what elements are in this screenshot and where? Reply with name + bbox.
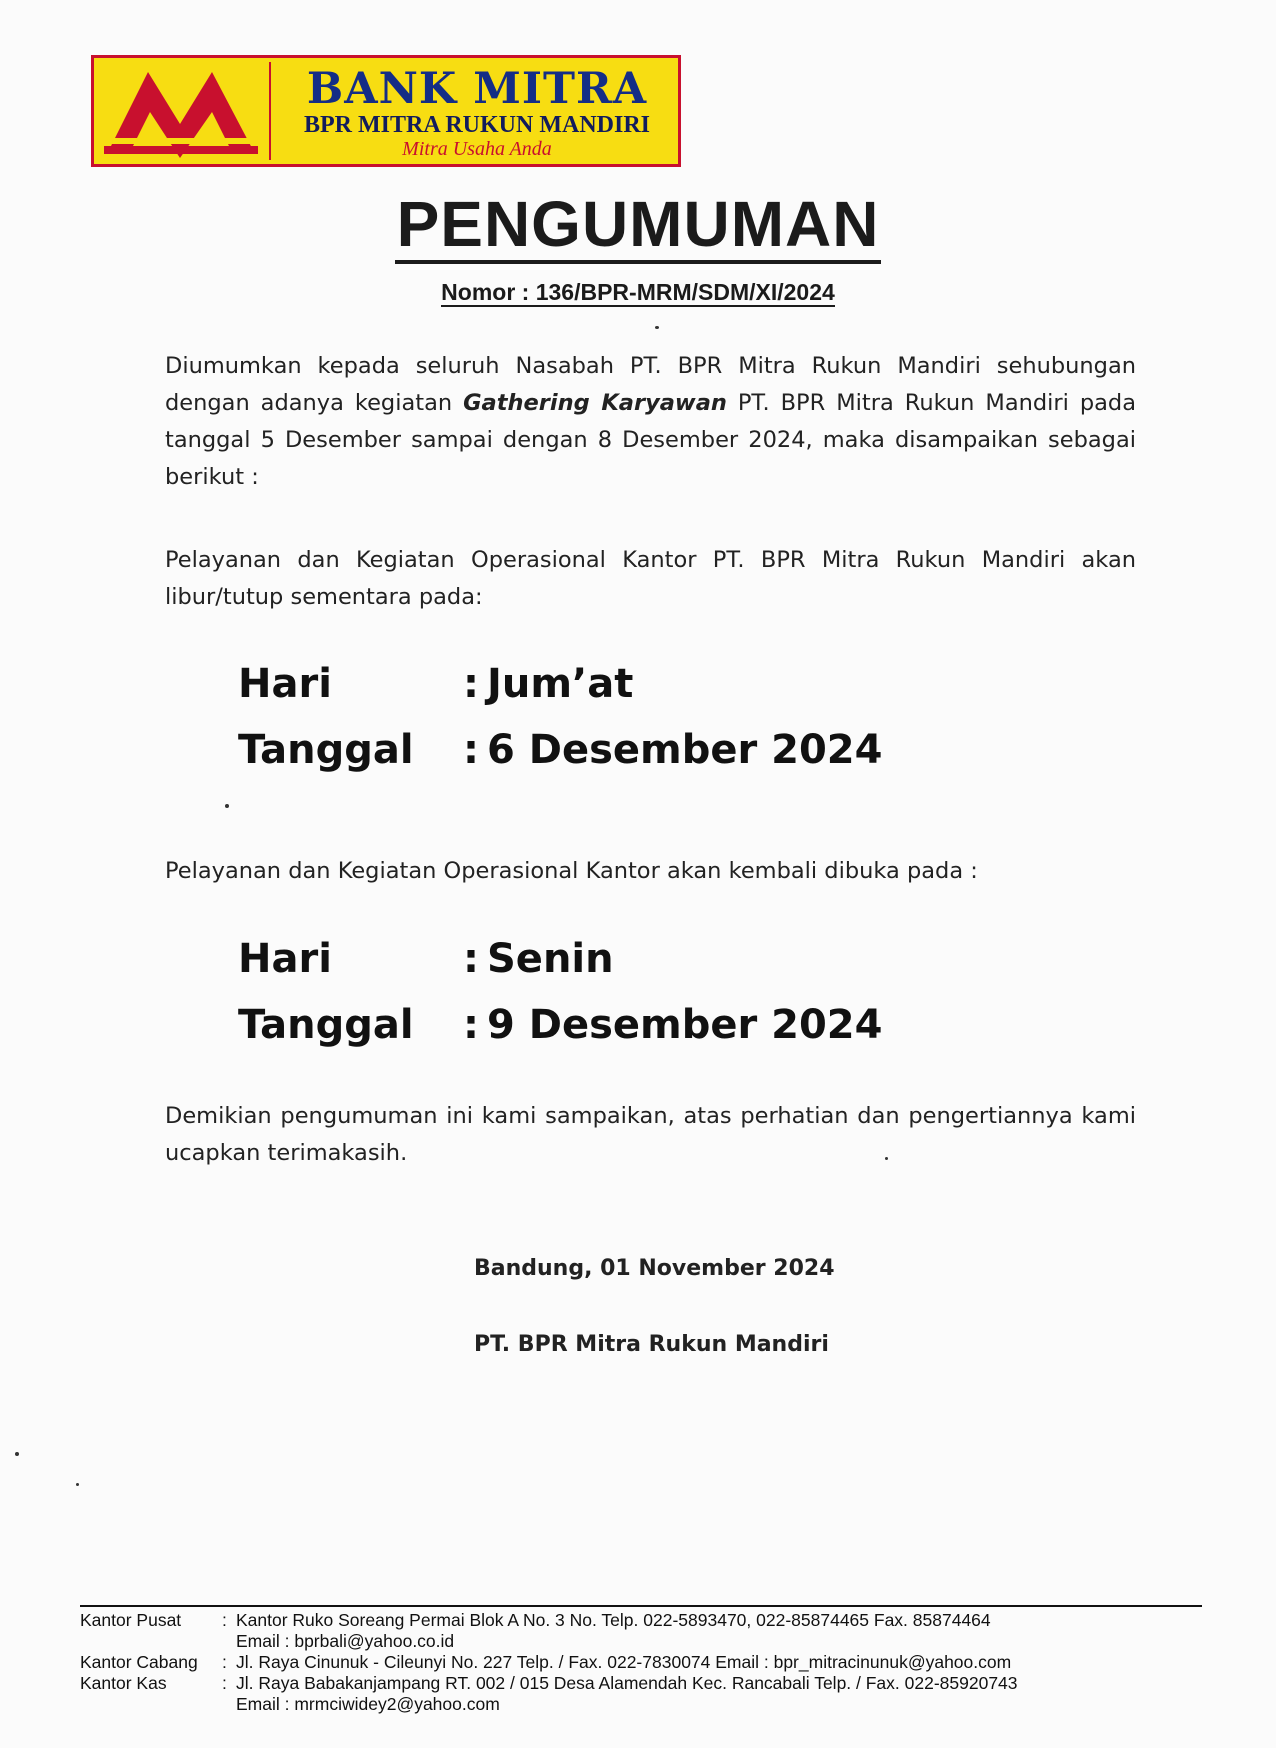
reopen-date-value: 9 Desember 2024 bbox=[487, 1002, 883, 1048]
intro-paragraph: Diumumkan kepada seluruh Nasabah PT. BPR Mitra Rukun Mandiri sehubungan dengan adanya kegiatan Gathering Karyawan PT. BPR Mitra Rukun Mandiri pada tanggal 5 Desember sampai dengan 8 Desember 2024, maka disampaikan sebagai berikut : bbox=[165, 353, 1136, 490]
event-name: Gathering Karyawan bbox=[463, 390, 727, 416]
branch-office-address: Jl. Raya Cinunuk - Cileunyi No. 227 Telp. / Fax. 022-7830074 Email : bpr_mitracinunuk@yahoo.com bbox=[236, 1652, 1012, 1672]
head-office-address: Kantor Ruko Soreang Permai Blok A No. 3 No. Telp. 022-5893470, 022-85874465 Fax. 85874464 bbox=[236, 1610, 991, 1630]
footer-divider bbox=[80, 1605, 1202, 1607]
reopen-day-value: Senin bbox=[487, 936, 614, 982]
cash-office-email: Email : mrmciwidey2@yahoo.com bbox=[236, 1694, 500, 1714]
scan-speck bbox=[76, 1483, 79, 1486]
scan-speck bbox=[15, 1452, 19, 1456]
bank-mitra-logo-mark-icon bbox=[100, 66, 262, 158]
reopen-day-row: Hari : Senin bbox=[238, 933, 938, 999]
closed-date-row: Tanggal : 6 Desember 2024 bbox=[238, 724, 938, 790]
closed-day-value: Jum’at bbox=[487, 661, 634, 707]
footer-addresses bbox=[80, 1610, 1220, 1715]
document-number: Nomor : 136/BPR-MRM/SDM/XI/2024 bbox=[441, 279, 835, 305]
logo-divider bbox=[269, 62, 271, 160]
reopen-schedule bbox=[238, 933, 938, 1065]
closed-day-label: Hari bbox=[238, 661, 332, 707]
reopen-date-row: Tanggal : 9 Desember 2024 bbox=[238, 999, 938, 1065]
branch-office-label: Kantor Cabang bbox=[80, 1652, 198, 1672]
footer-head-office: Kantor Pusat : Kantor Ruko Soreang Permai Blok A No. 3 No. Telp. 022-5893470, 022-85874465 Fax. 85874464 Email : bprbali@yahoo.co.id bbox=[80, 1610, 1220, 1652]
closed-schedule bbox=[238, 658, 938, 790]
reopen-day-label: Hari bbox=[238, 936, 332, 982]
logo-tagline: Mitra Usaha Anda bbox=[402, 138, 552, 160]
bank-logo bbox=[91, 55, 681, 167]
logo-company-name: BPR MITRA RUKUN MANDIRI bbox=[304, 112, 650, 138]
footer-branch-office: Kantor Cabang : Jl. Raya Cinunuk - Cileunyi No. 227 Telp. / Fax. 022-7830074 Email : bpr_mitracinunuk@yahoo.com bbox=[80, 1652, 1220, 1673]
scan-speck bbox=[225, 804, 229, 808]
closed-date-value: 6 Desember 2024 bbox=[487, 727, 883, 773]
page-title: PENGUMUMAN bbox=[0, 188, 1276, 260]
logo-bank-name: BANK MITRA bbox=[306, 64, 648, 114]
closed-day-row: Hari : Jum’at bbox=[238, 658, 938, 724]
closed-date-label: Tanggal bbox=[238, 727, 414, 773]
head-office-email: Email : bprbali@yahoo.co.id bbox=[236, 1631, 455, 1651]
reopen-paragraph: Pelayanan dan Kegiatan Operasional Kantor akan kembali dibuka pada : bbox=[165, 858, 978, 884]
scan-speck bbox=[885, 1157, 888, 1160]
announcement-page: BANK MITRA BPR MITRA RUKUN MANDIRI Mitra Usaha Anda PENGUMUMAN Nomor : 136/BPR-MRM/SDM/XI/2024 Diumumkan kepada seluruh Nasabah PT. BPR Mitra Rukun Mandiri sehubungan dengan adanya kegiatan Gathering Karyawan PT. BPR Mitra Rukun Mandiri pada tanggal 5 Desember sampai dengan 8 Desember 2024, maka disampaikan sebagai berikut : Pelayanan dan Kegiatan Operasional Kantor PT. BPR Mitra Rukun Mandiri akan libur/tutup sementara pada: Hari : Jum’at Tanggal : 6 Desember 2024 Pelayanan dan Kegiatan Operasional Kantor akan kembali dibuka pada : Hari : Senin Tanggal : 9 Desember 2024 Demikian pengumuman ini kami sampaikan, atas perhatian dan pengertiannya kami ucapkan terimakasih. Bandung, 01 November 2024 PT. BPR Mitra Rukun Mandiri Kantor Pusat : Kantor Ruko Soreang Permai Blok A No. 3 No. Telp. 022-5893470, 022-85874465 Fax. 85874464 Email : bprbali@yahoo.co.id Kantor Cabang : Jl. Raya Cinunuk - Cileunyi No. 227 Telp. / Fax. 022-7830074 Email : bpr_mitracinunuk@yahoo.com Kantor Kas : Jl. Raya Babakanjampang RT. 002 / 015 Desa Alamendah Kec. Rancabali Telp. / Fax. 022-85920743 Email : mrmciwidey2@yahoo.com bbox=[0, 0, 1276, 1748]
scan-speck bbox=[655, 326, 659, 329]
closure-paragraph: Pelayanan dan Kegiatan Operasional Kantor PT. BPR Mitra Rukun Mandiri akan libur/tutup sementara pada: bbox=[165, 547, 1136, 610]
closing-paragraph: Demikian pengumuman ini kami sampaikan, atas perhatian dan pengertiannya kami ucapkan terimakasih. bbox=[165, 1103, 1136, 1166]
reopen-date-label: Tanggal bbox=[238, 1002, 414, 1048]
cash-office-address: Jl. Raya Babakanjampang RT. 002 / 015 Desa Alamendah Kec. Rancabali Telp. / Fax. 022-85920743 bbox=[236, 1673, 1018, 1693]
head-office-label: Kantor Pusat bbox=[80, 1610, 182, 1630]
footer-cash-office: Kantor Kas : Jl. Raya Babakanjampang RT. 002 / 015 Desa Alamendah Kec. Rancabali Telp. / Fax. 022-85920743 Email : mrmciwidey2@yahoo.com bbox=[80, 1673, 1220, 1715]
cash-office-label: Kantor Kas bbox=[80, 1673, 167, 1693]
